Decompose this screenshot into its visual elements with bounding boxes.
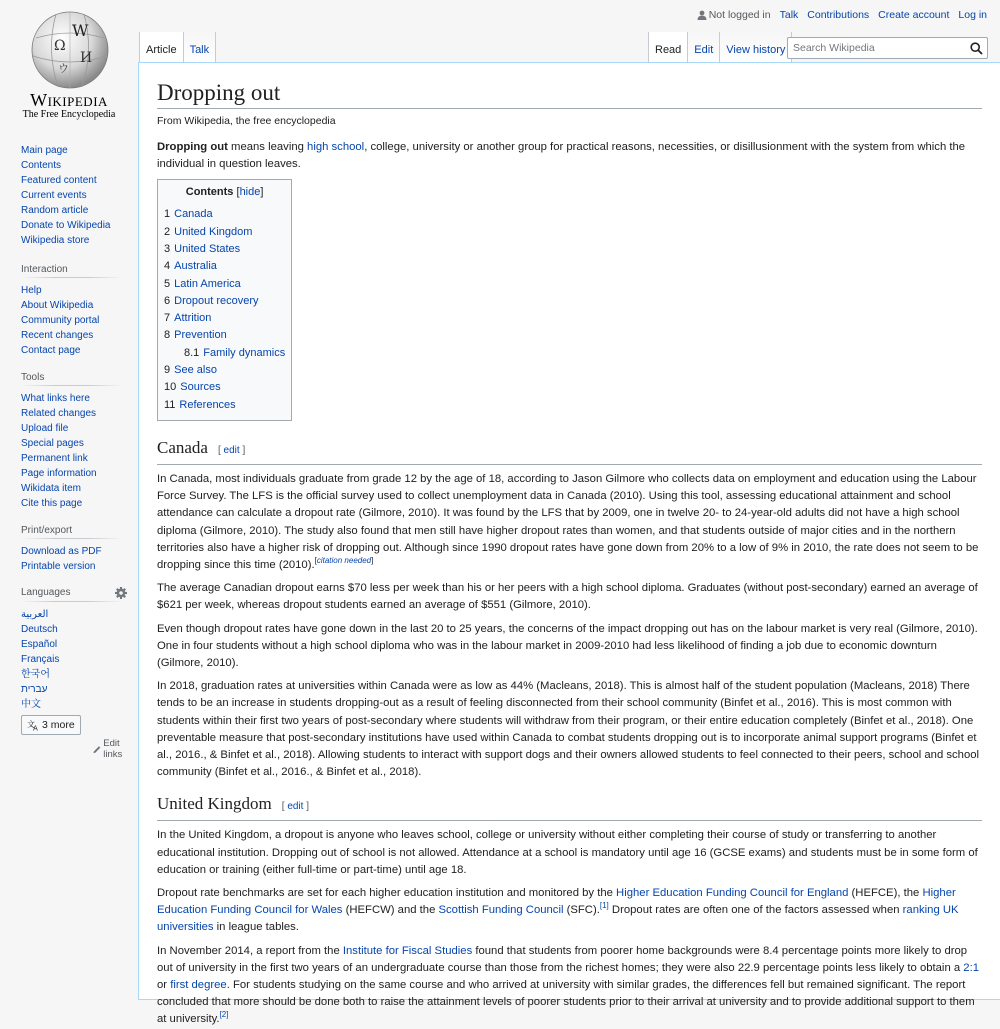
ifs-link[interactable]: Institute for Fiscal Studies: [342, 944, 473, 957]
toc-item[interactable]: 11 References: [164, 398, 236, 411]
intro-bold-term: Dropping out: [157, 141, 228, 153]
table-of-contents: [157, 179, 292, 421]
not-logged-in-status: [697, 9, 771, 21]
sidebar-lang-german[interactable]: Deutsch: [21, 624, 58, 635]
intro-paragraph: Dropping out means leaving high school, college, university or another group for practical reasons, necessities, or disillusionment with the system from which the individual in question leaves.: [157, 141, 966, 171]
hefce-link[interactable]: Higher Education Funding Council for England: [616, 887, 849, 900]
toc-item[interactable]: 8 Prevention: [164, 329, 227, 342]
sidebar-item-contact-page[interactable]: Contact page: [21, 345, 81, 356]
edit-links-label: Edit links: [103, 738, 123, 760]
canada-paragraph-1: In Canada, most individuals graduate from grade 12 by the age of 18, according to Jason Gilmore who collects data on employment and education using the Labour Force Survey. The LFS is the official survey used to collect unemployment data in Canada (2010). Using this tool, assessing educational attainment and school attendance can calculate a dropout rate (Gilmore, 2010). It was found by the LFS that by 2009, one in twelve 20- to 24-year-old adults did not have a high school diploma (Gilmore, 2010). The study also found that men still have higher dropout rates than women, and that students outside of major cities and in the northern territories also have a higher risk of dropping out. Although since 1990 dropout rates have gone down from 20% to a low of 9% in 2010, the rate does not seem to be dropping since this time (2010).[citation needed]: [157, 472, 979, 571]
edit-section-canada[interactable]: edit: [223, 444, 240, 456]
globe-glyph-w: W: [72, 21, 89, 40]
canada-paragraph-2: The average Canadian dropout earns $70 less per week than his or her peers with a high school diploma. Graduates (without post-secondary) earned an average of $621 per week, whereas dropout students earned an average of $551 (Gilmore, 2010).: [157, 582, 978, 612]
create-account-link[interactable]: Create account: [878, 9, 950, 21]
sidebar-interaction: [0, 264, 138, 358]
toc-hide-toggle[interactable]: hide: [239, 186, 261, 199]
languages-heading-label: Languages: [21, 587, 71, 598]
globe-glyph-u: ウ: [58, 62, 69, 75]
sidebar-lang-chinese[interactable]: 中文: [21, 699, 41, 710]
uk-paragraph-1: In the United Kingdom, a dropout is anyone who leaves school, college or university without either completing their course of study or transferring to another educational institution. Dropping out of school is not allowed. Attendance at a school is mandatory until age 16 (GCSE exams) and students must be in some form of education or training (either full-time or part-time) until age 18.: [157, 829, 978, 876]
sidebar-tools: [0, 372, 138, 511]
site-subtitle: From Wikipedia, the free encyclopedia: [157, 115, 336, 127]
page-title: Dropping out: [157, 78, 982, 109]
user-icon: [697, 10, 707, 20]
toc-item[interactable]: 1 Canada: [164, 208, 213, 221]
sidebar-navigation: [0, 143, 138, 248]
svg-text:A: A: [33, 724, 38, 731]
sidebar-interaction-heading: Interaction: [21, 264, 123, 278]
sidebar-languages: [0, 587, 138, 760]
toc-item[interactable]: 10 Sources: [164, 381, 221, 394]
search-box: [787, 37, 988, 59]
sidebar-item-about[interactable]: About Wikipedia: [21, 300, 94, 311]
toc-item[interactable]: 9 See also: [164, 364, 217, 377]
tab-article[interactable]: Article: [139, 32, 183, 63]
sidebar-item-contents[interactable]: Contents: [21, 160, 62, 171]
canada-paragraph-4: In 2018, graduation rates at universities within Canada were as low as 44% (Macleans, 2018). This is almost half of the student population (Macleans, 2018) There tends to be an increase in students dropping-out as a result of feeling disconnected from their school community (Binfet et al., 2016). This is most common with students within their first two years of post-secondary where students will withdraw from their program, or their entire education completely (Binfet et al., 2018). One preventable measure that post-secondary institutions have used within Canada to combat students dropping out is to incorporate animal support programs (Binfet et al., 2016., & Binfet et al., 2018). Allowing students to interact with support dogs and their owners allowed students to feel connected to their peers, school and school community (Binfet et al., 2016., & Binfet et al., 2018).: [157, 680, 980, 779]
wikipedia-tagline: The Free Encyclopedia: [22, 109, 116, 120]
translate-icon: [27, 719, 39, 731]
toc-item[interactable]: 5 Latin America: [164, 277, 241, 290]
sidebar-item-printable-version[interactable]: Printable version: [21, 561, 96, 572]
wikipedia-wordmark: Wikipedia: [30, 90, 108, 110]
toc-item[interactable]: 7 Attrition: [164, 312, 212, 325]
pencil-icon: [93, 745, 101, 754]
article-content: [138, 62, 1000, 1026]
sidebar-item-upload-file[interactable]: Upload file: [21, 423, 69, 434]
uk-paragraph-2: Dropout rate benchmarks are set for each higher education institution and monitored by the Higher Education Funding Council for England (HEFCE), the Higher Education Funding Council for Wales (HEFCW) and the Scottish Funding Council (SFC).[1] Dropout rates are often one of the factors assessed when ranking UK universities in league tables.: [157, 887, 959, 934]
reference-1[interactable]: [1]: [599, 901, 609, 911]
sidebar: [0, 143, 138, 771]
sidebar-item-permanent-link[interactable]: Permanent link: [21, 453, 88, 464]
sidebar-item-related-changes[interactable]: Related changes: [21, 408, 97, 419]
tab-talk[interactable]: Talk: [183, 32, 217, 63]
hefcw-link[interactable]: Higher Education Funding Council for Wales: [157, 887, 956, 917]
two-one-link[interactable]: 2:1: [963, 961, 980, 974]
sidebar-item-recent-changes[interactable]: Recent changes: [21, 330, 94, 341]
sidebar-lang-korean[interactable]: 한국어: [21, 669, 50, 680]
reference-2[interactable]: [2]: [219, 1010, 229, 1020]
tab-edit[interactable]: Edit: [687, 32, 719, 63]
sidebar-item-current-events[interactable]: Current events: [21, 190, 87, 201]
toc-item[interactable]: 4 Australia: [164, 260, 217, 273]
log-in-link[interactable]: Log in: [958, 9, 987, 21]
sidebar-item-store[interactable]: Wikipedia store: [21, 235, 90, 246]
first-degree-link[interactable]: first degree: [170, 979, 227, 992]
toc-item[interactable]: 6 Dropout recovery: [164, 294, 259, 307]
sidebar-item-featured-content[interactable]: Featured content: [21, 175, 97, 186]
edit-section-united-kingdom[interactable]: edit: [287, 801, 304, 813]
more-languages-label: 3 more: [42, 719, 75, 731]
view-tabs: [648, 32, 792, 63]
search-input[interactable]: [788, 38, 963, 58]
sidebar-lang-french[interactable]: Français: [21, 654, 60, 665]
sidebar-item-special-pages[interactable]: Special pages: [21, 438, 84, 449]
sidebar-print-heading: Print/export: [21, 525, 123, 539]
sidebar-item-page-information[interactable]: Page information: [21, 468, 97, 479]
personal-tools: [697, 9, 987, 21]
sidebar-item-random-article[interactable]: Random article: [21, 205, 89, 216]
sidebar-item-wikidata-item[interactable]: Wikidata item: [21, 483, 82, 494]
sidebar-item-download-pdf[interactable]: Download as PDF: [21, 546, 102, 557]
sidebar-lang-arabic[interactable]: العربية: [21, 609, 49, 620]
wikipedia-globe-icon: [28, 10, 112, 90]
toc-subitem[interactable]: 8.1 Family dynamics: [184, 346, 286, 359]
sidebar-lang-hebrew[interactable]: עברית: [21, 684, 48, 695]
toc-item[interactable]: 2 United Kingdom: [164, 225, 253, 238]
canada-paragraph-3: Even though dropout rates have gone down in the last 20 to 25 years, the concerns of the impact dropping out has on the labour market is very real (Gilmore, 2010). One in four students without a high school diploma who was in the labour market in 2009-2010 had less likelihood of finding a job due to economic downturn (Gilmore, 2010).: [157, 622, 978, 669]
talk-link[interactable]: Talk: [779, 9, 799, 21]
tab-view-history[interactable]: View history: [719, 32, 792, 63]
not-logged-in-label: Not logged in: [708, 9, 771, 21]
sidebar-item-main-page[interactable]: Main page: [21, 145, 68, 156]
search-icon[interactable]: [970, 42, 983, 55]
gear-icon[interactable]: [115, 587, 127, 599]
sidebar-item-what-links-here[interactable]: What links here: [21, 393, 90, 404]
citation-needed[interactable]: [citation needed]: [314, 556, 374, 566]
section-heading-canada: Canada [ edit ]: [157, 437, 982, 465]
namespace-tabs: [139, 32, 216, 63]
svg-text:文: 文: [27, 720, 35, 729]
uk-paragraph-3: In November 2014, a report from the Institute for Fiscal Studies found that students from poorer home backgrounds were 8.4 percentage points more likely to drop out of university in the first two years of an undergraduate course than those from the richest homes; they were also 22.9 percentage points less likely to obtain a 2:1 or first degree. For students studying on the same course and who arrived at university with similar grades, the differences fell but remained significant. The report concluded that more should be done both to raise the attainment levels of poorer students prior to their arrival at university and to provide additional support to them at university.[2]: [157, 944, 980, 1026]
sidebar-item-donate[interactable]: Donate to Wikipedia: [21, 220, 111, 231]
sidebar-item-cite-this-page[interactable]: Cite this page: [21, 498, 83, 509]
section-heading-united-kingdom: United Kingdom [ edit ]: [157, 793, 982, 821]
more-languages-button[interactable]: [21, 715, 81, 735]
ranking-uk-universities-link[interactable]: ranking UK universities: [157, 904, 959, 934]
globe-glyph-i: И: [80, 50, 93, 66]
wikipedia-logo[interactable]: [0, 0, 138, 130]
contributions-link[interactable]: Contributions: [807, 9, 870, 21]
high-school-link[interactable]: high school: [307, 141, 365, 153]
globe-glyph-omega: Ω: [54, 38, 66, 54]
toc-item[interactable]: 3 United States: [164, 243, 241, 255]
sidebar-item-community-portal[interactable]: Community portal: [21, 315, 100, 326]
sidebar-languages-heading: [21, 587, 123, 602]
sidebar-tools-heading: Tools: [21, 372, 123, 386]
sidebar-lang-spanish[interactable]: Español: [21, 639, 58, 650]
tab-read[interactable]: Read: [648, 32, 687, 63]
sidebar-print-export: [0, 525, 138, 574]
sfc-link[interactable]: Scottish Funding Council: [438, 904, 564, 917]
toc-title: Contents [hide]: [185, 186, 264, 199]
sidebar-item-help[interactable]: Help: [21, 285, 42, 296]
edit-links[interactable]: [21, 738, 138, 760]
